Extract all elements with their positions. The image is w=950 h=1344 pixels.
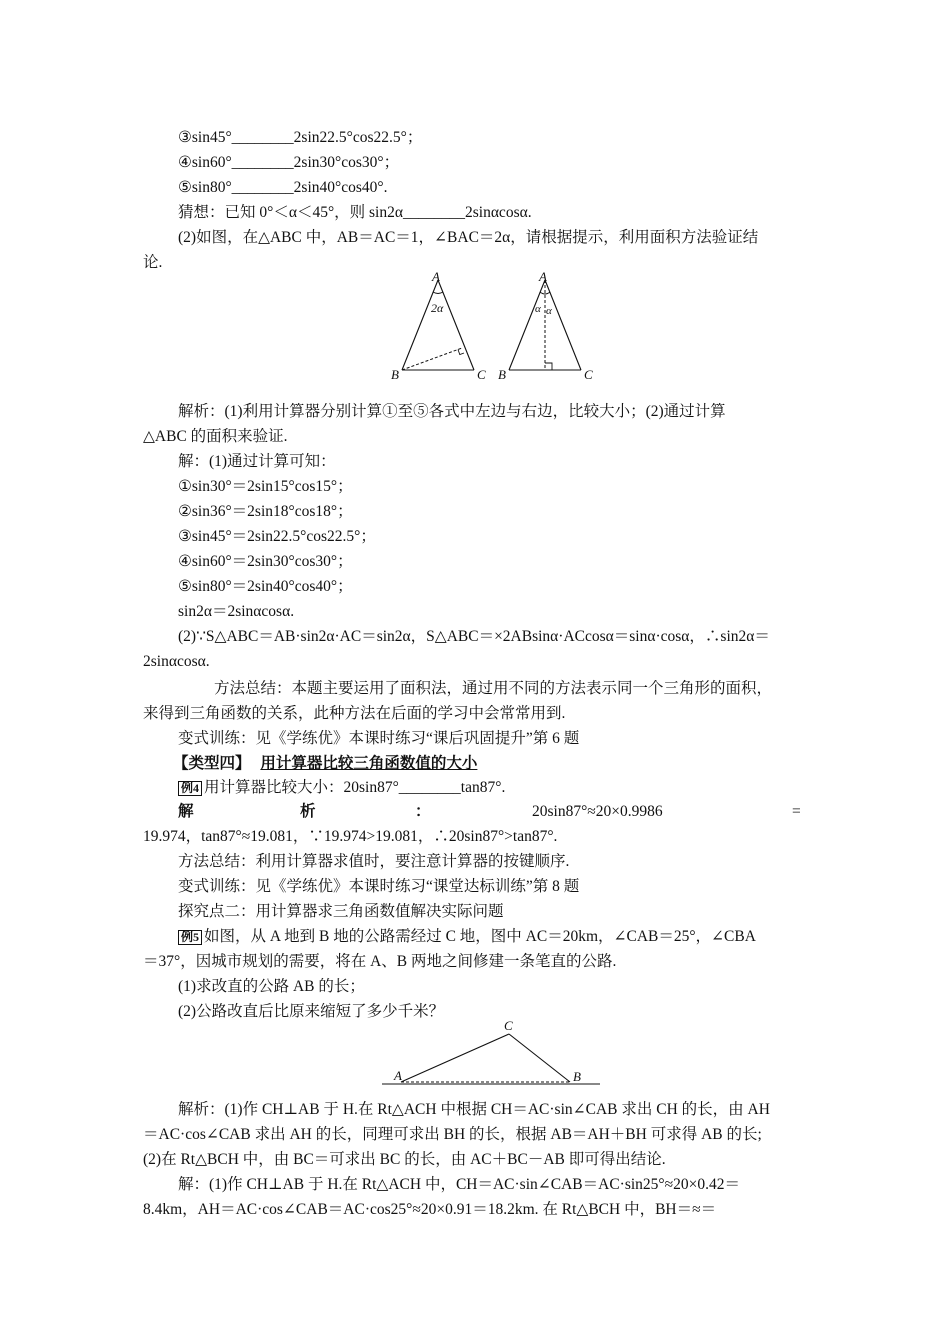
example-text: ＝37°，因城市规划的需要，将在 A、B 两地之间修建一条笔直的公路.	[143, 953, 617, 970]
analysis-cell: =	[792, 803, 801, 820]
analysis-cell: ：	[415, 803, 431, 820]
text-line: ③sin45°________2sin22.5°cos22.5°；	[178, 129, 423, 146]
example-badge: 例5	[178, 930, 202, 945]
text-line: ⑤sin80°________2sin40°cos40°.	[178, 179, 388, 196]
explore-heading: 探究点二：用计算器求三角函数值解决实际问题	[178, 903, 504, 920]
point-label: C	[504, 1018, 513, 1033]
question: (2)公路改直后比原来缩短了多少千米？	[178, 1003, 445, 1020]
analysis-line: (2)在 Rt△BCH 中，由 BC＝可求出 BC 的长，由 AC＋BC－AB 即可得出结论.	[143, 1151, 666, 1168]
method-summary: 方法总结：利用计算器求值时，要注意计算器的按键顺序.	[178, 853, 570, 870]
vertex-label: B	[498, 367, 506, 382]
variant-training: 变式训练：见《学练优》本课时练习“课后巩固提升”第 6 题	[178, 730, 580, 747]
text-line: 论.	[143, 254, 163, 271]
analysis-cell: 20sin87°≈20×0.9986	[532, 803, 663, 820]
vertex-label: A	[539, 269, 547, 284]
analysis-line: 解析：(1)利用计算器分别计算①至⑤各式中左边与右边，比较大小；(2)通过计算	[178, 403, 726, 420]
text-line: (2)如图，在△ABC 中，AB＝AC＝1，∠BAC＝2α，请根据提示，利用面积方法验证结	[178, 229, 759, 246]
vertex-label: C	[477, 367, 486, 382]
text-line: 猜想：已知 0°＜α＜45°，则 sin2α________2sinαcosα.	[178, 204, 532, 221]
solution-line: ③sin45°＝2sin22.5°cos22.5°；	[178, 528, 376, 545]
triangle-figure	[380, 268, 610, 386]
point-label: A	[394, 1068, 402, 1083]
solution-line: 8.4km，AH＝AC·cos∠CAB＝AC·cos25°≈20×0.91＝18.2km. 在 Rt△BCH 中，BH＝≈＝	[143, 1201, 717, 1218]
point-label: B	[573, 1069, 581, 1084]
vertex-label: A	[432, 269, 440, 284]
variant-training: 变式训练：见《学练优》本课时练习“课堂达标训练”第 8 题	[178, 878, 580, 895]
angle-label: α	[535, 303, 541, 315]
road-figure	[378, 1014, 608, 1092]
analysis-cell: 解	[178, 803, 194, 820]
solution-line: ①sin30°＝2sin15°cos15°；	[178, 478, 353, 495]
solution-line: 2sinαcosα.	[143, 653, 210, 670]
solution-line: 解：(1)作 CH⊥AB 于 H.在 Rt△ACH 中，CH＝AC·sin∠CAB＝AC·sin25°≈20×0.42＝	[178, 1176, 740, 1193]
solution-line: ④sin60°＝2sin30°cos30°；	[178, 553, 353, 570]
example-4	[178, 778, 505, 798]
solution-line: sin2α＝2sinαcosα.	[178, 603, 295, 620]
text-line: ④sin60°________2sin30°cos30°；	[178, 154, 400, 171]
vertex-label: C	[584, 367, 593, 382]
type-bracket: 【类型四】	[173, 755, 251, 772]
analysis-line: △ABC 的面积来验证.	[143, 428, 288, 445]
example-text: 如图，从 A 地到 B 地的公路需经过 C 地，图中 AC＝20km，∠CAB＝25°，∠CBA	[204, 928, 756, 945]
analysis-line: 19.974，tan87°≈19.081，∵19.974>19.081，∴20sin87°>tan87°.	[143, 828, 558, 845]
question: (1)求改直的公路 AB 的长；	[178, 978, 365, 995]
analysis-line: 解析：(1)作 CH⊥AB 于 H.在 Rt△ACH 中根据 CH＝AC·sin∠CAB 求出 CH 的长，由 AH	[178, 1101, 770, 1118]
analysis-line: ＝AC·cos∠CAB 求出 AH 的长，同理可求出 BH 的长，根据 AB＝AH＋BH 可求得 AB 的长;	[143, 1126, 762, 1143]
angle-label: α	[546, 305, 552, 317]
solution-line: (2)∵S△ABC＝AB·sin2α·AC＝sin2α，S△ABC＝×2ABsinα·ACcosα＝sinα·cosα，∴sin2α＝	[178, 628, 770, 645]
solution-line: 解：(1)通过计算可知：	[178, 453, 336, 470]
method-summary: 来得到三角函数的关系，此种方法在后面的学习中会常常用到.	[143, 705, 566, 722]
example-badge: 例4	[178, 781, 202, 796]
solution-line: ②sin36°＝2sin18°cos18°；	[178, 503, 353, 520]
type-heading	[173, 754, 477, 774]
angle-label: 2α	[431, 301, 444, 315]
solution-line: ⑤sin80°＝2sin40°cos40°；	[178, 578, 353, 595]
example-5	[178, 927, 756, 947]
analysis-cell: 析	[300, 803, 316, 820]
example-text: 用计算器比较大小：20sin87°________tan87°.	[204, 779, 506, 796]
vertex-label: B	[391, 367, 399, 382]
method-summary: 方法总结：本题主要运用了面积法，通过用不同的方法表示同一个三角形的面积，	[214, 680, 773, 697]
type-title: 用计算器比较三角函数值的大小	[260, 755, 478, 772]
